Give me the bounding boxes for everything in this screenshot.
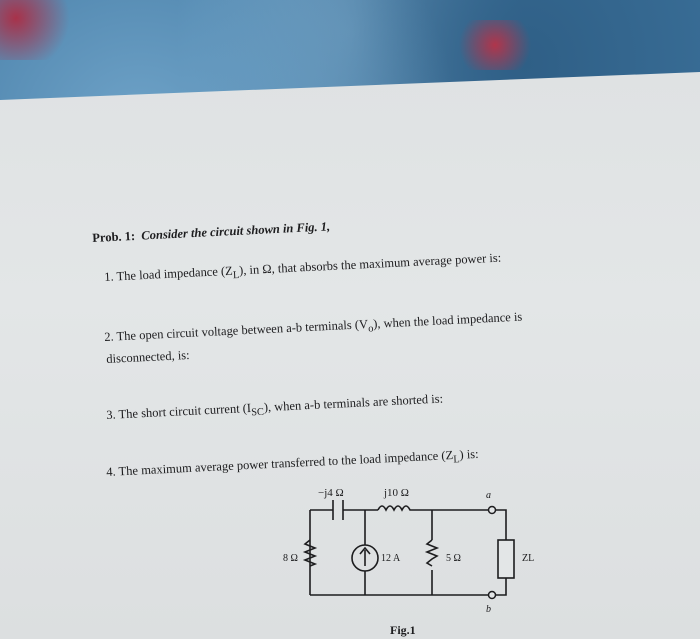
figure-caption: Fig.1 bbox=[390, 623, 416, 637]
question-4-text: 4. The maximum average power transferred to the load impedance (Z bbox=[106, 448, 454, 479]
question-1-rest: ), in Ω, that absorbs the maximum average power is: bbox=[238, 250, 502, 278]
question-2-rest: ), when the load impedance is bbox=[372, 309, 523, 331]
question-3-text: 3. The short circuit current (I bbox=[106, 400, 252, 422]
terminal-a-node bbox=[489, 507, 496, 514]
terminal-b-node bbox=[489, 592, 496, 599]
question-1-text: 1. The load impedance (Z bbox=[104, 263, 234, 284]
terminal-a-label: a bbox=[486, 490, 491, 501]
question-2-line2: disconnected, is: bbox=[106, 347, 190, 366]
source-label: 12 A bbox=[381, 553, 401, 564]
question-1-subscript: L bbox=[232, 269, 240, 282]
capacitor-label: −j4 Ω bbox=[318, 487, 344, 499]
question-4-subscript: L bbox=[453, 454, 460, 466]
problem-intro: Consider the circuit shown in Fig. 1, bbox=[141, 219, 331, 243]
resistor-5-label: 5 Ω bbox=[446, 553, 461, 564]
problem-heading: Prob. 1: bbox=[92, 228, 136, 245]
load-label: ZL bbox=[522, 553, 535, 564]
question-4-rest: ) is: bbox=[459, 446, 479, 462]
question-3-subscript: SC bbox=[251, 406, 265, 419]
question-2-subscript: o bbox=[367, 323, 374, 335]
terminal-b-label: b bbox=[486, 604, 491, 615]
inductor-label: j10 Ω bbox=[384, 487, 409, 499]
resistor-8-label: 8 Ω bbox=[283, 553, 298, 564]
question-3-rest: ), when a-b terminals are shorted is: bbox=[263, 391, 444, 415]
question-2-text: 2. The open circuit voltage between a-b terminals (V bbox=[104, 317, 369, 344]
